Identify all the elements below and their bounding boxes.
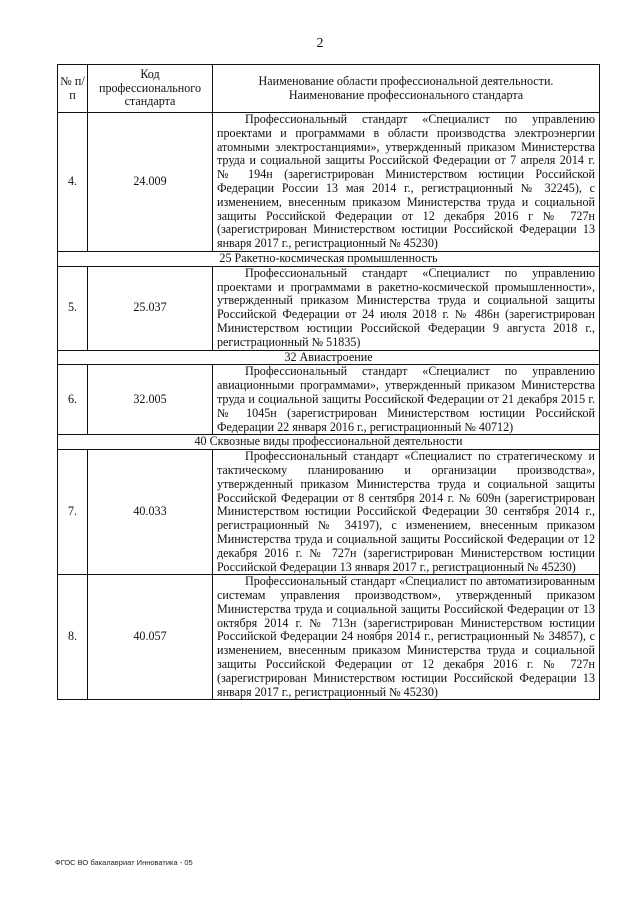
table-row — [58, 266, 600, 350]
table-row — [58, 113, 600, 252]
standard-code: 32.005 — [88, 365, 213, 435]
section-row — [58, 251, 600, 266]
standard-description: Профессиональный стандарт «Специалист по стратегическому и тактическому планированию и организации производства», утвержденный приказом Министерства труда и социальной защиты Российской Федерации от 8 сентября 2014 г. № 609н (зарегистрирован Министерством юстиции Российской Федерации 30 сентября 2014 г., регистрационный № 34197), с изменением, внесенным приказом Министерства труда и социальной защиты Российской Федерации от 12 декабря 2016 г. № 727н (зарегистрирован Министерством юстиции Российской Федерации 13 января 2017 г., регистрационный № 45230) — [213, 450, 600, 575]
standard-description: Профессиональный стандарт «Специалист по управлению авиационными программами», утвержденный приказом Министерства труда и социальной защиты Российской Федерации от 21 декабря 2015 г. № 1045н (зарегистрирован Министерством юстиции Российской Федерации 22 января 2016 г., регистрационный № 40712) — [213, 365, 600, 435]
section-title: 32 Авиастроение — [58, 350, 600, 365]
header-name-line2: Наименование профессионального стандарта — [288, 87, 524, 102]
header-name — [213, 65, 600, 113]
table-row — [58, 450, 600, 575]
professional-standards-table — [57, 64, 600, 700]
section-row — [58, 350, 600, 365]
table-row — [58, 365, 600, 435]
section-title: 25 Ракетно-космическая промышленность — [58, 251, 600, 266]
standard-code: 24.009 — [88, 113, 213, 252]
section-row — [58, 435, 600, 450]
standard-description: Профессиональный стандарт «Специалист по автоматизированным системам управления производством», утвержденный приказом Министерства труда и социальной защиты Российской Федерации от 13 октября 2014 г. № 713н (зарегистрирован Министерством юстиции Российской Федерации 24 ноября 2014 г., регистрационный № 34857), с изменением, внесенным приказом Министерства труда и социальной защиты Российской Федерации от 12 декабря 2016 г. № 727н (зарегистрирован Министерством юстиции Российской Федерации 13 января 2017 г., регистрационный № 45230) — [213, 575, 600, 700]
table-row — [58, 575, 600, 700]
table-header-row — [58, 65, 600, 113]
standard-code: 40.057 — [88, 575, 213, 700]
row-number: 5. — [58, 266, 88, 350]
standard-description: Профессиональный стандарт «Специалист по управлению проектами и программами в области производства электроэнергии атомными электростанциями», утвержденный приказом Министерства труда и социальной защиты Российской Федерации от 7 апреля 2014 г. № 194н (зарегистрирован Министерством юстиции Российской Федерации России 13 мая 2014 г., регистрационный № 32245), с изменением, внесенным приказом Министерства труда и социальной защиты Российской Федерации от 12 декабря 2016 г № 727н (зарегистрирован Министерством юстиции Российской Федерации 13 января 2017 г., регистрационный № 45230) — [213, 113, 600, 252]
standard-code: 40.033 — [88, 450, 213, 575]
section-title: 40 Сквозные виды профессиональной деятельности — [58, 435, 600, 450]
row-number: 6. — [58, 365, 88, 435]
header-num: № п/п — [58, 65, 88, 113]
row-number: 4. — [58, 113, 88, 252]
page-number: 2 — [316, 36, 324, 51]
header-code: Код профессионального стандарта — [88, 65, 213, 113]
standard-code: 25.037 — [88, 266, 213, 350]
document-footer: ФГОС ВО бакалавриат Инноватика - 05 — [55, 858, 193, 867]
standard-description: Профессиональный стандарт «Специалист по управлению проектами и программами в ракетно-космической промышленности», утвержденный приказом Министерства труда и социальной защиты Российской Федерации от 24 июля 2018 г. № 486н (зарегистрирован Министерством юстиции Российской Федерации 9 августа 2018 г., регистрационный № 51835) — [213, 266, 600, 350]
row-number: 8. — [58, 575, 88, 700]
row-number: 7. — [58, 450, 88, 575]
header-name-line1: Наименование области профессиональной деятельности. — [258, 73, 554, 88]
